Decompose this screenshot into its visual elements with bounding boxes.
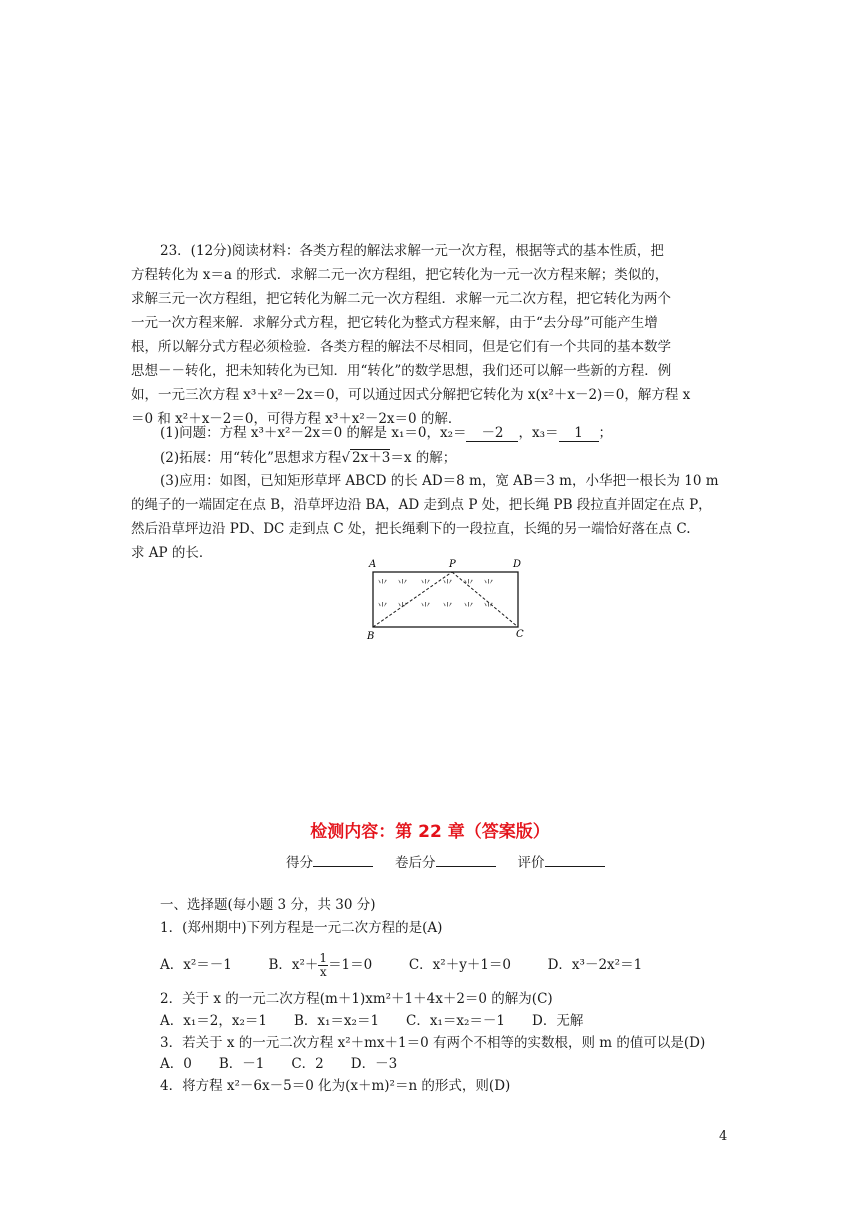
p23-line-1: 23．(12分)阅读材料：各类方程的解法求解一元一次方程，根据等式的基本性质，把 <box>160 243 664 259</box>
mc-question-4: 4．将方程 x²－6x－5＝0 化为(x＋m)²＝n 的形式，则(D) <box>160 1078 511 1094</box>
svg-text:⺌: ⺌ <box>463 578 474 591</box>
q1-option-c: C．x²＋y＋1＝0 <box>408 957 512 973</box>
svg-text:⺌: ⺌ <box>397 601 408 614</box>
svg-text:⺌: ⺌ <box>483 578 494 591</box>
q1-mid: ，x₃＝ <box>518 425 559 441</box>
svg-text:⺌: ⺌ <box>463 601 474 614</box>
score-blank <box>313 866 373 867</box>
svg-text:⺌: ⺌ <box>483 601 494 614</box>
q1-answer-blank-1: －2 <box>466 425 518 442</box>
evaluation-label: 评价 <box>517 855 545 871</box>
svg-text:⺌: ⺌ <box>442 578 453 591</box>
p23-question-2 <box>160 449 456 466</box>
p23-line-3: 求解三元一次方程组，把它转化为解二元一次方程组．求解一元二次方程，把它转化为两个 <box>131 291 671 307</box>
mc-question-1-options <box>160 952 642 979</box>
svg-text:⺌: ⺌ <box>420 578 431 591</box>
label-c: C <box>516 629 524 640</box>
after-score-label: 卷后分 <box>395 855 436 871</box>
q1-option-a: A．x²＝－1 <box>160 957 232 973</box>
q1-option-b-fraction <box>318 952 328 979</box>
q1-option-b-pre: B．x²＋ <box>268 957 319 973</box>
mc-question-3-options: A．0 B．－1 C．2 D．－3 <box>160 1056 398 1072</box>
mc-header: 一、选择题(每小题 3 分，共 30 分) <box>160 897 376 913</box>
p23-question-1 <box>160 425 612 442</box>
svg-text:⺌: ⺌ <box>397 578 408 591</box>
evaluation-blank <box>545 866 605 867</box>
fraction-denominator: x <box>319 965 327 979</box>
page-number: 4 <box>719 1129 728 1144</box>
p23-line-5: 根，所以解分式方程必须检验．各类方程的解法不尽相同，但是它们有一个共同的基本数学 <box>131 339 671 355</box>
p23-line-6: 思想－－转化，把未知转化为已知．用“转化”的数学思想，我们还可以解一些新的方程．例 <box>131 363 672 379</box>
q2-prefix: (2)拓展：用“转化”思想求方程 <box>160 450 342 466</box>
q1-suffix: ； <box>598 425 613 441</box>
mc-question-2: 2．关于 x 的一元二次方程(m＋1)xm²＋1＋4x＋2＝0 的解为(C) <box>160 991 553 1007</box>
p23-question-3-line-1: (3)应用：如图，已知矩形草坪 ABCD 的长 AD＝8 m，宽 AB＝3 m，小华把一根长为 10 m <box>160 473 719 489</box>
q2-radicand: 2x＋3 <box>352 450 391 466</box>
q2-suffix: ＝x 的解； <box>390 450 457 466</box>
rectangle-lawn-figure <box>360 555 540 649</box>
p23-line-7: 如，一元三次方程 x³＋x²－2x＝0，可以通过因式分解把它转化为 x(x²＋x－2)＝0，解方程 x <box>131 387 691 403</box>
svg-text:⺌: ⺌ <box>377 578 388 591</box>
q1-prefix: (1)问题：方程 x³＋x²－2x＝0 的解是 x₁＝0，x₂＝ <box>160 425 467 441</box>
p23-line-8: ＝0 和 x²＋x－2＝0，可得方程 x³＋x²－2x＝0 的解． <box>131 411 462 427</box>
svg-text:⺌: ⺌ <box>420 601 431 614</box>
p23-question-3-line-3: 然后沿草坪边沿 PD、DC 走到点 C 处，把长绳剩下的一段拉直，长绳的另一端恰好落在点 C. <box>131 521 691 537</box>
after-score-blank <box>436 866 496 867</box>
p23-question-3-line-4: 求 AP 的长． <box>131 545 213 561</box>
q1-answer-blank-2: 1 <box>559 425 599 442</box>
label-p: P <box>449 559 456 570</box>
fraction-numerator: 1 <box>319 951 328 965</box>
score-bar <box>286 851 605 871</box>
label-a: A <box>369 559 377 570</box>
lawn-diagram <box>360 555 540 645</box>
section-title: 检测内容：第 22 章（答案版） <box>310 822 550 842</box>
score-label: 得分 <box>286 855 313 871</box>
svg-text:⺌: ⺌ <box>377 601 388 614</box>
svg-text:⺌: ⺌ <box>442 601 453 614</box>
p23-line-2: 方程转化为 x＝a 的形式．求解二元一次方程组，把它转化为一元一次方程来解；类似的， <box>131 267 669 283</box>
p23-question-3-line-2: 的绳子的一端固定在点 B，沿草坪边沿 BA，AD 走到点 P 处，把长绳 PB 段拉直并固定在点 P， <box>131 497 712 513</box>
label-d: D <box>513 559 522 570</box>
label-b: B <box>367 631 375 642</box>
q1-option-b-post: ＝1＝0 <box>328 957 373 973</box>
mc-question-2-options: A．x₁＝2，x₂＝1 B．x₁＝x₂＝1 C．x₁＝x₂＝－1 D．无解 <box>160 1013 584 1029</box>
sqrt-icon: √ <box>341 450 351 466</box>
grass-icon <box>377 577 494 614</box>
p23-line-4: 一元一次方程来解．求解分式方程，把它转化为整式方程来解，由于“去分母”可能产生增 <box>131 315 658 331</box>
mc-question-1: 1．(郑州期中)下列方程是一元二次方程的是(A) <box>160 920 443 936</box>
q1-option-d: D．x³－2x²＝1 <box>547 957 643 973</box>
mc-question-3: 3．若关于 x 的一元二次方程 x²＋mx＋1＝0 有两个不相等的实数根，则 m 的值可以是(D) <box>160 1035 706 1051</box>
